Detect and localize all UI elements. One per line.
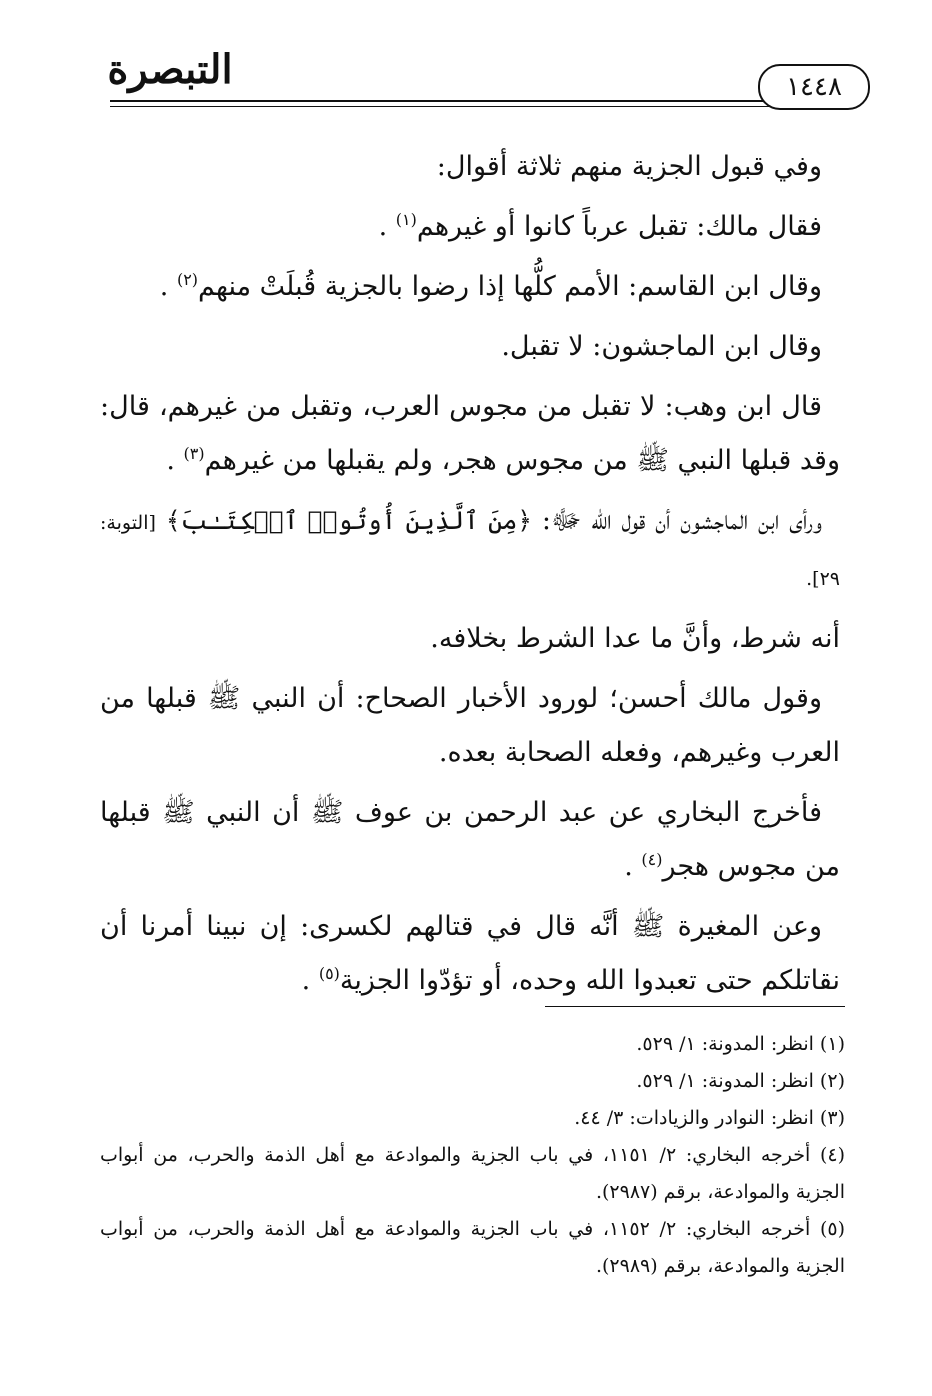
paragraph-text: وفي قبول الجزية منهم ثلاثة أقوال: <box>436 151 822 182</box>
paragraph-text: وعن المغيرة ﷺ أنَّه قال في قتالهم لكسرى: إن نبينا أمرنا أن نقاتلكم حتى تعبدوا الله وحده، أو تؤدّوا الجزية <box>100 911 840 996</box>
paragraph-text: فأخرج البخاري عن عبد الرحمن بن عوف ﷺ أن النبي ﷺ قبلها من مجوس هجر <box>100 797 840 882</box>
paragraph-9: فأخرج البخاري عن عبد الرحمن بن عوف ﷺ أن النبي ﷺ قبلها من مجوس هجر$^{(٤)}$ . <box>100 797 840 882</box>
paragraph-text: ورأى ابن الماجشون أن قول الله ﷻ: <box>541 505 823 536</box>
paragraph-text: أنه شرط، وأنَّ ما عدا الشرط بخلافه. <box>430 623 840 654</box>
footnote-5: (٥) أخرجه البخاري: ٢/ ١١٥٢، في باب الجزية والموادعة مع أهل الذمة والحرب، من أبواب الجزية والموادعة، برقم (٢٩٨٩). <box>100 1218 845 1277</box>
paragraph-2: فقال مالك: تقبل عرباً كانوا أو غيرهم$^{(١)}$ . <box>378 210 822 242</box>
book-title: التبصرة <box>107 46 233 93</box>
header-rule-thin <box>110 106 850 107</box>
paragraph-7 <box>100 612 840 666</box>
quran-verse: ﴿مِنَ ٱلَّذِينَ أُوتُوا۟ ٱلۡكِتَـٰبَ﴾ <box>165 506 532 535</box>
paragraph-text: وقال ابن القاسم: الأمم كلُّها إذا رضوا بالجزية قُبلَتْ منهم <box>198 271 822 302</box>
paragraph-10: وعن المغيرة ﷺ أنَّه قال في قتالهم لكسرى: إن نبينا أمرنا أن نقاتلكم حتى تعبدوا الله وحده، أو تؤدّوا الجزية$^{(٥)}$ . <box>100 911 840 996</box>
footnote-4: (٤) أخرجه البخاري: ٢/ ١١٥١، في باب الجزية والموادعة مع أهل الذمة والحرب، من أبواب الجزية والموادعة، برقم (٢٩٨٧). <box>100 1144 845 1203</box>
verse-reference: [التوبة: ٢٩]. <box>100 512 840 590</box>
footnote-marker[interactable]: (٢) <box>176 270 199 289</box>
footnote-marker[interactable]: (٥) <box>318 964 340 983</box>
paragraph-text: وقال ابن الماجشون: لا تقبل. <box>501 331 822 362</box>
main-text <box>100 140 840 1014</box>
footnote-3: (٣) انظر: النوادر والزيادات: ٣/ ٤٤. <box>574 1107 845 1129</box>
footnote-marker[interactable]: (١) <box>395 210 417 229</box>
footnotes <box>100 1026 845 1285</box>
paragraph-6 <box>100 494 840 606</box>
footnote-2: (٢) انظر: المدونة: ١/ ٥٢٩. <box>636 1070 845 1092</box>
page-number: ١٤٤٨ <box>758 64 870 110</box>
paragraph-4 <box>100 320 840 374</box>
footnote-1: (١) انظر: المدونة: ١/ ٥٢٩. <box>636 1033 845 1055</box>
paragraph-text: فقال مالك: تقبل عرباً كانوا أو غيرهم <box>416 211 822 242</box>
header-rule <box>110 100 850 102</box>
paragraph-3: وقال ابن القاسم: الأمم كلُّها إذا رضوا بالجزية قُبلَتْ منهم$^{(٢)}$ . <box>159 270 822 302</box>
paragraph-5: قال ابن وهب: لا تقبل من مجوس العرب، وتقبل من غيرهم، قال: وقد قبلها النبي ﷺ من مجوس هجر، ولم يقبلها من غيرهم$^{(٣)}$ . <box>100 391 840 476</box>
footnote-marker[interactable]: (٣) <box>183 444 205 463</box>
paragraph-8 <box>100 672 840 780</box>
footnote-marker[interactable]: (٤) <box>641 850 663 869</box>
paragraph-1 <box>100 140 840 194</box>
paragraph-text: وقول مالك أحسن؛ لورود الأخبار الصحاح: أن النبي ﷺ قبلها من العرب وغيرهم، وفعله الصحابة بعده. <box>100 683 840 768</box>
paragraph-text: قال ابن وهب: لا تقبل من مجوس العرب، وتقبل من غيرهم، قال: وقد قبلها النبي ﷺ من مجوس هجر، ولم يقبلها من غيرهم <box>100 391 840 476</box>
footnote-separator <box>545 1006 845 1007</box>
